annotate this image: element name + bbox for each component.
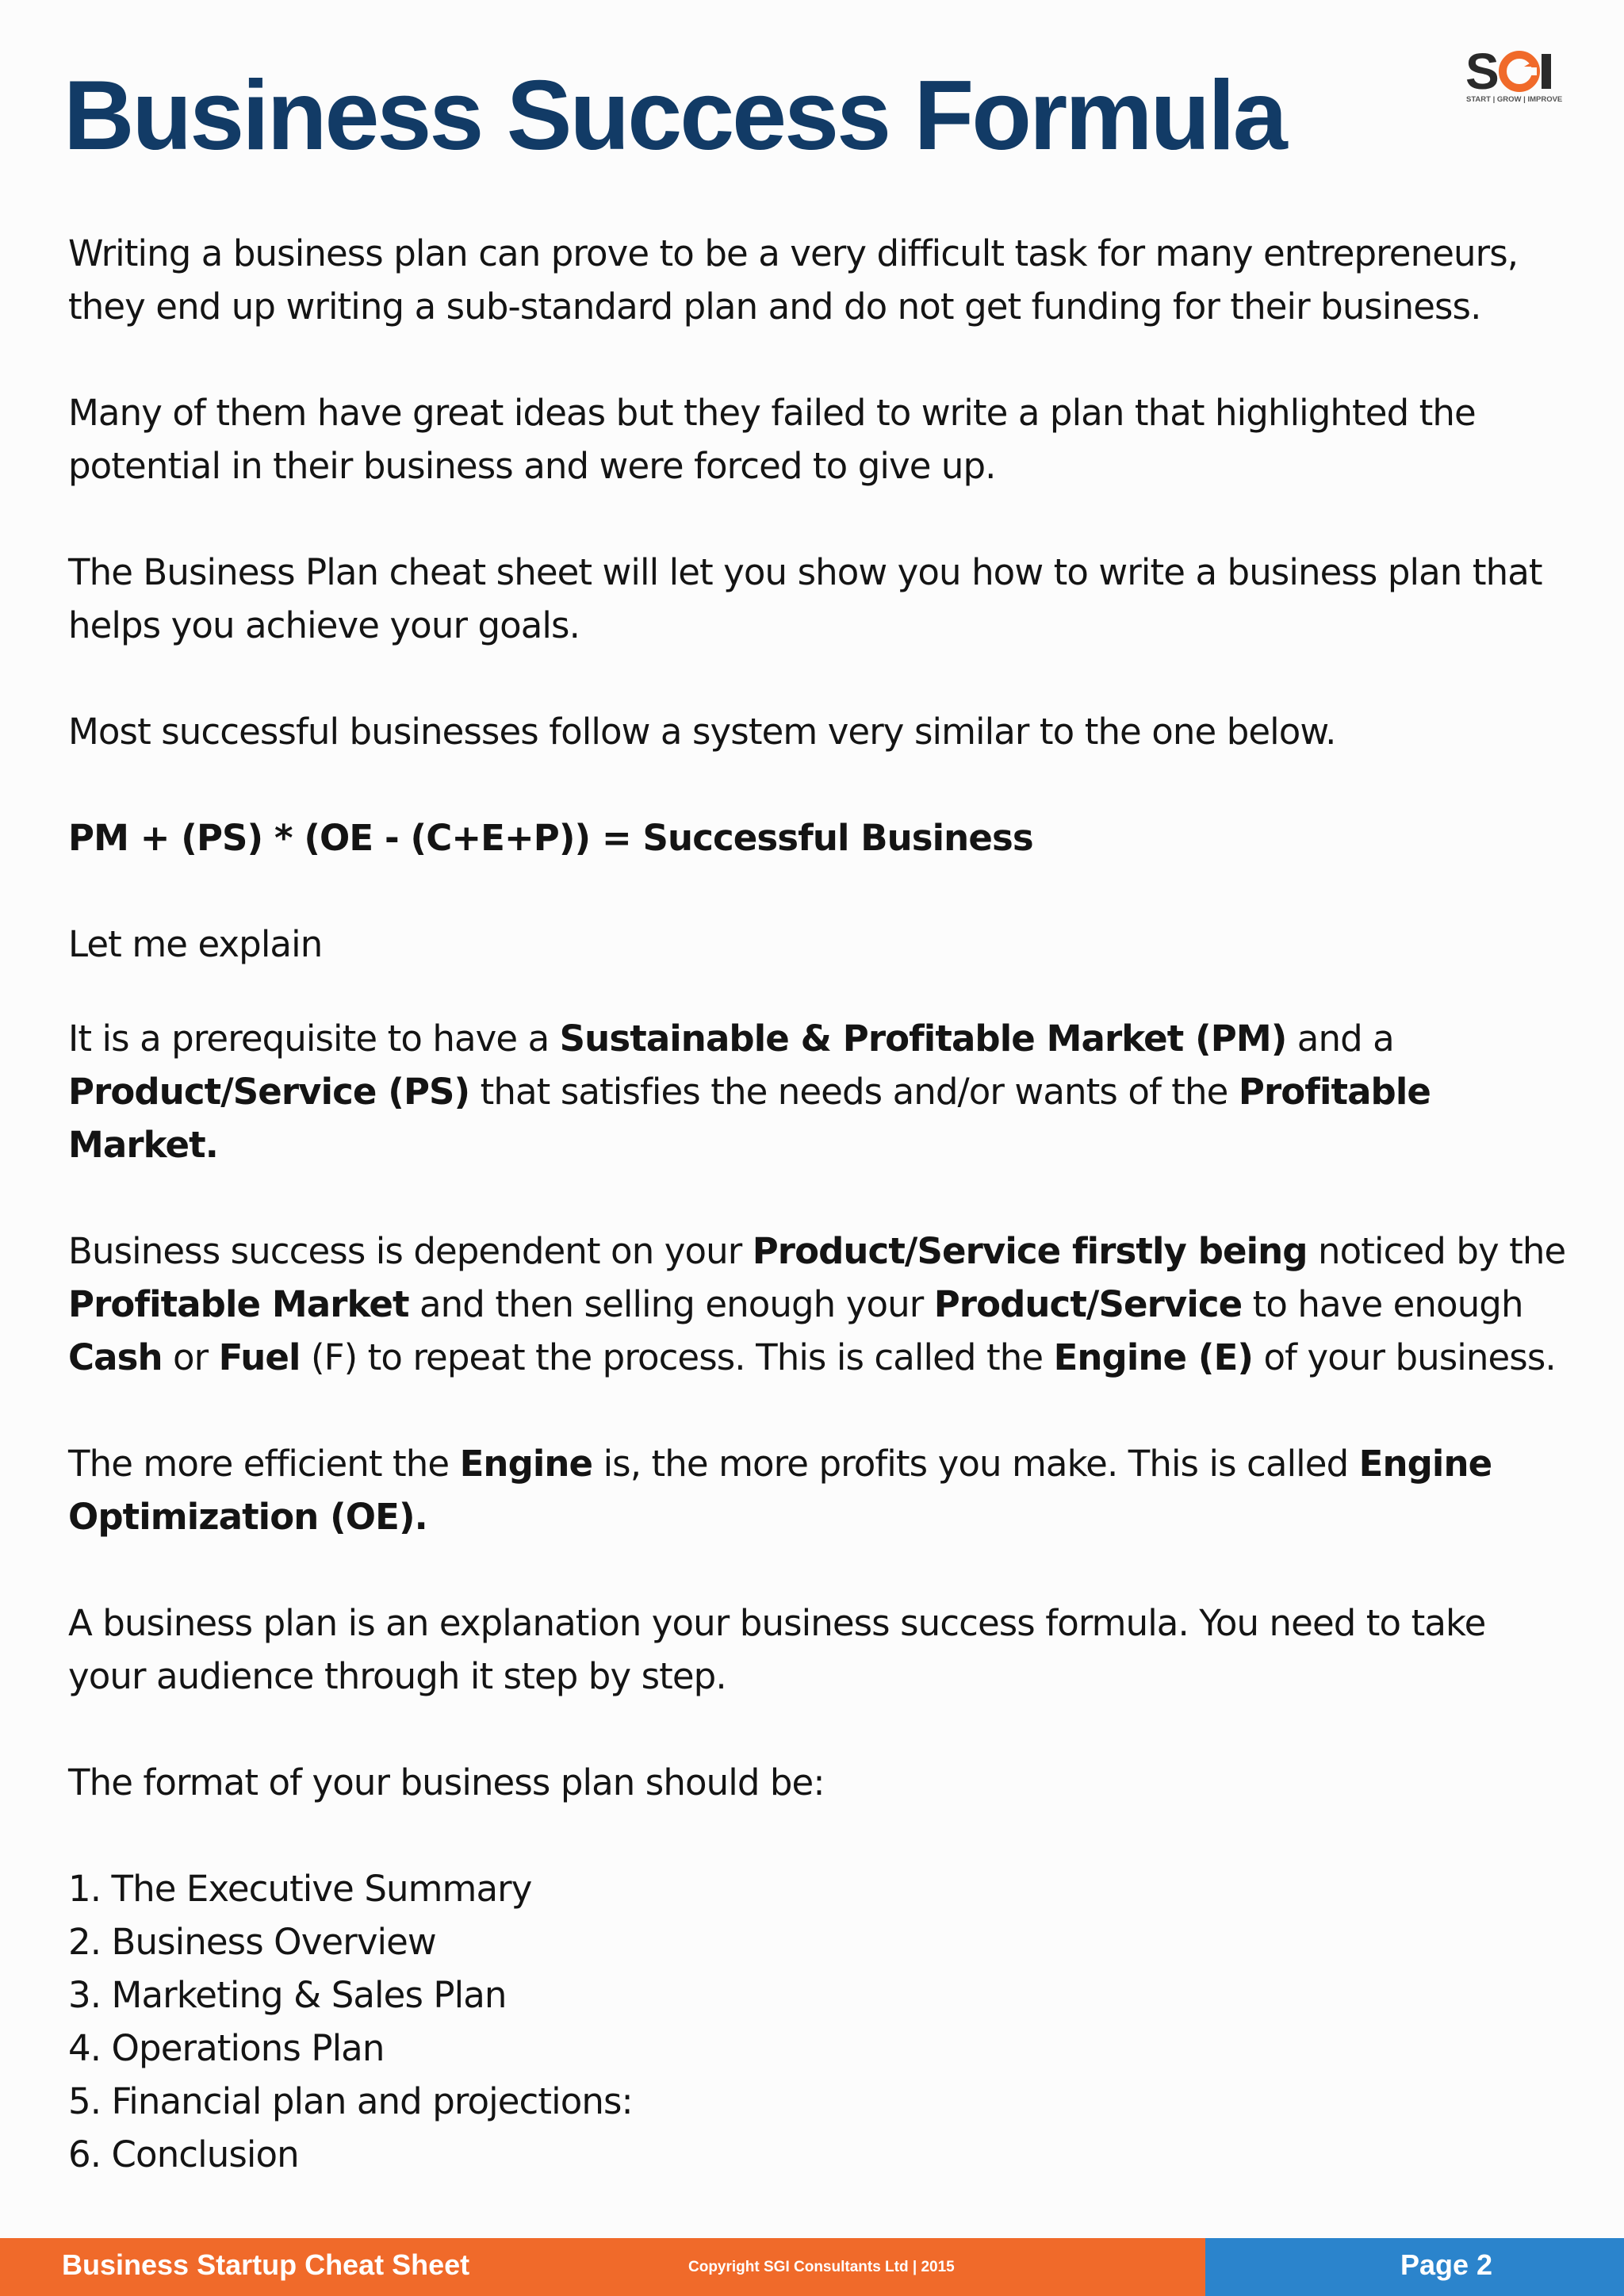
page-title: Business Success Formula	[63, 61, 1285, 171]
system-paragraph: Most successful businesses follow a system very similar to the one below.	[68, 711, 1336, 753]
ideas-paragraph: Many of them have great ideas but they failed to write a plan that highlighted the potential in their business and were forced to give up.	[68, 392, 1476, 487]
list-item: 4. Operations Plan	[68, 2027, 385, 2069]
sgi-logo	[1464, 43, 1567, 106]
svg-text:START | GROW | IMPROVE: START | GROW | IMPROVE	[1466, 95, 1563, 104]
intro-paragraph: Writing a business plan can prove to be a very difficult task for many entrepreneurs, they end up writing a sub-standard plan and do not get funding for their business.	[68, 232, 1519, 328]
list-item: 6. Conclusion	[68, 2133, 299, 2175]
list-item: 1. The Executive Summary	[68, 1868, 532, 1910]
plan-sections-list	[68, 1862, 1567, 2181]
list-item: 2. Business Overview	[68, 1921, 436, 1963]
document-body	[68, 227, 1567, 2181]
footer-title: Business Startup Cheat Sheet	[62, 2248, 470, 2281]
format-intro-paragraph: The format of your business plan should be:	[68, 1761, 825, 1803]
list-item: 5. Financial plan and projections:	[68, 2080, 633, 2122]
prerequisite-paragraph: It is a prerequisite to have a Sustainable & Profitable Market (PM) and a Product/Service (PS) that satisfies the needs and/or wants of the Profitable Market.	[68, 1018, 1431, 1166]
sgi-logo-graphic	[1464, 43, 1567, 106]
engine-paragraph: Business success is dependent on your Product/Service firstly being noticed by the Profitable Market and then selling enough your Product/Service to have enough Cash or Fuel (F) to repeat the process. This is called the Engine (E) of your business.	[68, 1230, 1566, 1378]
svg-text:S: S	[1465, 43, 1496, 100]
cheat-sheet-paragraph: The Business Plan cheat sheet will let you show you how to write a business plan that helps you achieve your goals.	[68, 551, 1542, 646]
optimization-paragraph: The more efficient the Engine is, the more profits you make. This is called Engine Optimization (OE).	[68, 1443, 1492, 1538]
page-footer	[0, 2238, 1624, 2296]
list-item: 3. Marketing & Sales Plan	[68, 1974, 507, 2016]
explain-paragraph: Let me explain	[68, 923, 323, 965]
plan-explanation-paragraph: A business plan is an explanation your business success formula. You need to take your audience through it step by step.	[68, 1602, 1486, 1697]
success-formula	[68, 811, 1567, 864]
formula-text: PM + (PS) * (OE - (C+E+P)) = Successful Business	[68, 817, 1033, 859]
footer-copyright: Copyright SGI Consultants Ltd | 2015	[688, 2259, 955, 2275]
page-number: Page 2	[1400, 2248, 1493, 2281]
